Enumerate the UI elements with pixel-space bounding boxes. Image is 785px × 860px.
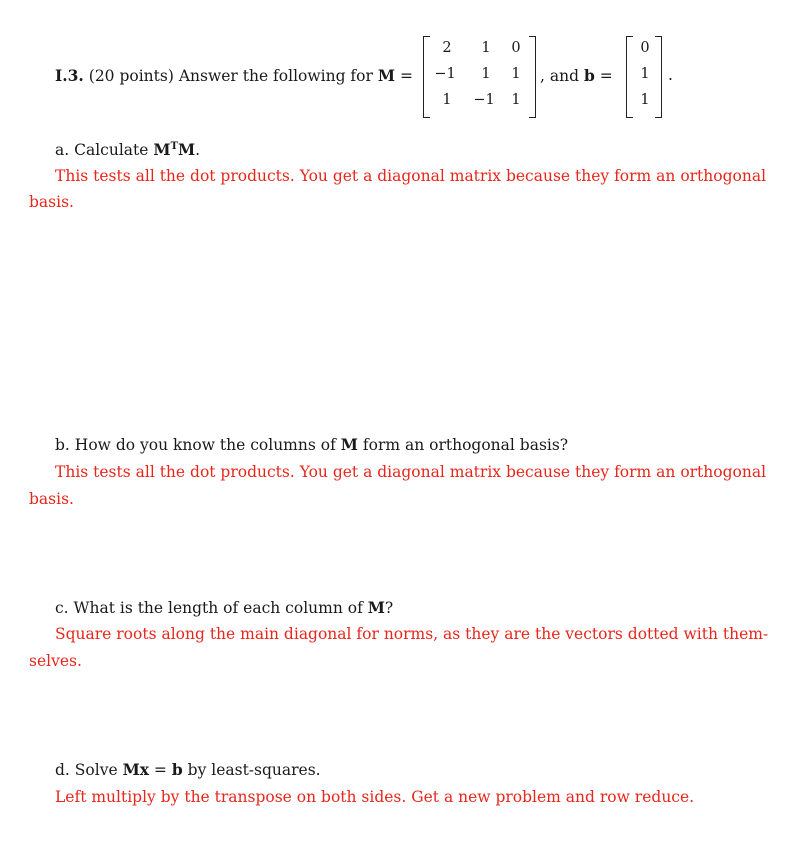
problem-points: (20 points) xyxy=(88,67,174,85)
question-text: . xyxy=(195,141,201,159)
part-c-question xyxy=(55,598,393,617)
part-letter: d. xyxy=(55,761,70,779)
question-text: form an orthogonal basis? xyxy=(362,436,569,454)
matrix-cell: −1 xyxy=(434,66,456,82)
math-symbol: Mx xyxy=(122,760,149,779)
matrix-cell: 1 xyxy=(511,66,521,82)
part-letter: b. xyxy=(55,436,70,454)
problem-header xyxy=(55,66,413,85)
matrix-cell: 1 xyxy=(481,40,491,56)
part-b-answer-line2: basis. xyxy=(29,490,74,508)
question-text: How do you know the columns of xyxy=(74,436,336,454)
connector-text: , and xyxy=(540,67,579,85)
problem-prompt: Answer the following for xyxy=(178,67,373,85)
vector-cell: 1 xyxy=(640,66,650,82)
matrix-cell: 1 xyxy=(481,66,491,82)
part-b-answer-line1: This tests all the dot products. You get a diagonal matrix because they form an orthogonal xyxy=(55,463,767,481)
question-text: Solve xyxy=(74,761,118,779)
question-text: Calculate xyxy=(74,141,149,159)
vector-intro xyxy=(540,66,613,85)
math-symbol: M xyxy=(340,435,358,454)
sentence-period: . xyxy=(668,66,673,84)
vector-cell: 0 xyxy=(640,40,650,56)
math-symbol: M xyxy=(153,140,171,159)
part-c-answer-line1: Square roots along the main diagonal for norms, as they are the vectors dotted with them- xyxy=(55,625,769,643)
question-text: What is the length of each column of xyxy=(73,599,363,617)
equals-sign: = xyxy=(153,761,167,779)
part-c-answer-line2: selves. xyxy=(29,652,82,670)
part-letter: a. xyxy=(55,141,70,159)
matrix-cell: −1 xyxy=(473,92,495,108)
matrix-cell: 1 xyxy=(442,92,452,108)
equals-sign: = xyxy=(399,67,413,85)
matrix-cell: 1 xyxy=(511,92,521,108)
equals-sign: = xyxy=(599,67,613,85)
matrix-cell: 2 xyxy=(442,40,452,56)
question-text: by least-squares. xyxy=(187,761,321,779)
part-a-answer-line2: basis. xyxy=(29,193,74,211)
part-a-question xyxy=(55,140,200,159)
question-text: ? xyxy=(384,599,394,617)
part-d-answer-line1: Left multiply by the transpose on both sides. Get a new problem and row reduce. xyxy=(55,788,695,806)
math-symbol: M xyxy=(367,598,385,617)
matrix-m-left-bracket xyxy=(423,36,430,118)
math-symbol: b xyxy=(171,760,183,779)
matrix-symbol: M xyxy=(377,66,396,85)
vector-symbol: b xyxy=(583,66,595,85)
vector-b-right-bracket xyxy=(655,36,662,118)
matrix-m-right-bracket xyxy=(529,36,536,118)
matrix-cell: 0 xyxy=(511,40,521,56)
math-symbol: M xyxy=(178,140,196,159)
part-letter: c. xyxy=(55,599,69,617)
problem-label: I.3. xyxy=(55,66,84,85)
transpose-superscript: T xyxy=(170,140,178,152)
part-b-question xyxy=(55,435,568,454)
part-a-answer-line1: This tests all the dot products. You get a diagonal matrix because they form an orthogonal xyxy=(55,167,767,185)
part-d-question xyxy=(55,760,321,779)
vector-b-left-bracket xyxy=(626,36,633,118)
vector-cell: 1 xyxy=(640,92,650,108)
